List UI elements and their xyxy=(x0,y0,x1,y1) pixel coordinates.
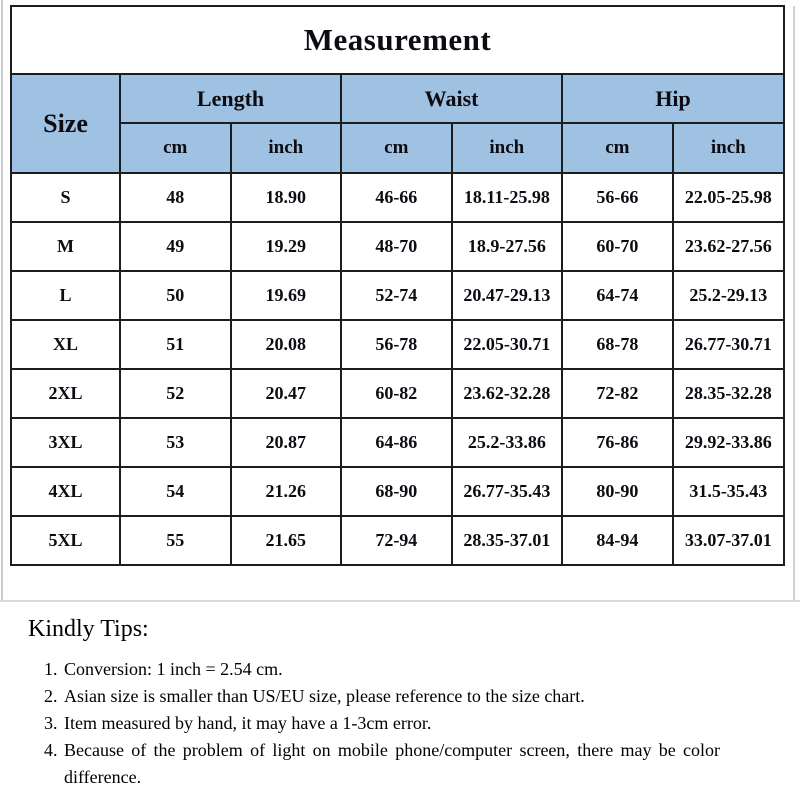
value-cell: 19.69 xyxy=(231,271,342,320)
value-cell: 60-82 xyxy=(341,369,452,418)
value-cell: 18.90 xyxy=(231,173,342,222)
value-cell: 25.2-29.13 xyxy=(673,271,784,320)
value-cell: 53 xyxy=(120,418,231,467)
value-cell: 48 xyxy=(120,173,231,222)
value-cell: 21.65 xyxy=(231,516,342,565)
value-cell: 84-94 xyxy=(562,516,673,565)
size-cell: 3XL xyxy=(11,418,120,467)
measurement-size-chart-table xyxy=(10,5,785,566)
value-cell: 52 xyxy=(120,369,231,418)
value-cell: 20.87 xyxy=(231,418,342,467)
column-header-waist: Waist xyxy=(341,74,562,123)
value-cell: 19.29 xyxy=(231,222,342,271)
unit-header-length-cm: cm xyxy=(120,123,231,173)
value-cell: 31.5-35.43 xyxy=(673,467,784,516)
tips-list xyxy=(28,656,720,791)
value-cell: 29.92-33.86 xyxy=(673,418,784,467)
size-cell: 4XL xyxy=(11,467,120,516)
table-row xyxy=(11,418,784,467)
value-cell: 56-66 xyxy=(562,173,673,222)
unit-header-hip-inch: inch xyxy=(673,123,784,173)
chart-title: Measurement xyxy=(11,6,784,74)
value-cell: 50 xyxy=(120,271,231,320)
table-row xyxy=(11,222,784,271)
value-cell: 64-74 xyxy=(562,271,673,320)
value-cell: 28.35-37.01 xyxy=(452,516,563,565)
table-row xyxy=(11,516,784,565)
header-unit-row xyxy=(11,123,784,173)
value-cell: 26.77-35.43 xyxy=(452,467,563,516)
value-cell: 76-86 xyxy=(562,418,673,467)
size-cell: L xyxy=(11,271,120,320)
table-row xyxy=(11,173,784,222)
value-cell: 51 xyxy=(120,320,231,369)
tips-heading: Kindly Tips: xyxy=(28,616,149,642)
value-cell: 23.62-27.56 xyxy=(673,222,784,271)
value-cell: 20.08 xyxy=(231,320,342,369)
size-cell: S xyxy=(11,173,120,222)
tip-item: 3. Item measured by hand, it may have a 1-3cm error. xyxy=(62,710,720,737)
page-edge-bottom-line xyxy=(0,600,800,602)
value-cell: 22.05-30.71 xyxy=(452,320,563,369)
value-cell: 48-70 xyxy=(341,222,452,271)
tip-item: 2. Asian size is smaller than US/EU size, please reference to the size chart. xyxy=(62,683,720,710)
value-cell: 80-90 xyxy=(562,467,673,516)
size-cell: M xyxy=(11,222,120,271)
unit-header-length-inch: inch xyxy=(231,123,342,173)
table-row xyxy=(11,369,784,418)
table-row xyxy=(11,271,784,320)
value-cell: 72-82 xyxy=(562,369,673,418)
tip-item: 1. Conversion: 1 inch = 2.54 cm. xyxy=(62,656,720,683)
value-cell: 18.9-27.56 xyxy=(452,222,563,271)
kindly-tips-section xyxy=(28,616,720,791)
value-cell: 49 xyxy=(120,222,231,271)
unit-header-waist-inch: inch xyxy=(452,123,563,173)
value-cell: 23.62-32.28 xyxy=(452,369,563,418)
value-cell: 56-78 xyxy=(341,320,452,369)
value-cell: 25.2-33.86 xyxy=(452,418,563,467)
value-cell: 64-86 xyxy=(341,418,452,467)
value-cell: 54 xyxy=(120,467,231,516)
size-cell: XL xyxy=(11,320,120,369)
unit-header-waist-cm: cm xyxy=(341,123,452,173)
tip-item: 4. Because of the problem of light on mobile phone/computer screen, there may be color difference. xyxy=(62,737,720,791)
page-edge-left-line xyxy=(1,0,3,601)
size-cell: 5XL xyxy=(11,516,120,565)
value-cell: 20.47-29.13 xyxy=(452,271,563,320)
column-header-hip: Hip xyxy=(562,74,784,123)
value-cell: 68-78 xyxy=(562,320,673,369)
value-cell: 46-66 xyxy=(341,173,452,222)
value-cell: 26.77-30.71 xyxy=(673,320,784,369)
column-header-length: Length xyxy=(120,74,341,123)
column-header-size: Size xyxy=(11,74,120,173)
value-cell: 33.07-37.01 xyxy=(673,516,784,565)
value-cell: 55 xyxy=(120,516,231,565)
value-cell: 20.47 xyxy=(231,369,342,418)
value-cell: 18.11-25.98 xyxy=(452,173,563,222)
size-cell: 2XL xyxy=(11,369,120,418)
table-row xyxy=(11,467,784,516)
value-cell: 22.05-25.98 xyxy=(673,173,784,222)
value-cell: 72-94 xyxy=(341,516,452,565)
table-row xyxy=(11,320,784,369)
value-cell: 21.26 xyxy=(231,467,342,516)
header-group-row xyxy=(11,74,784,123)
value-cell: 28.35-32.28 xyxy=(673,369,784,418)
value-cell: 68-90 xyxy=(341,467,452,516)
page-edge-right-line xyxy=(793,6,795,602)
value-cell: 60-70 xyxy=(562,222,673,271)
title-row xyxy=(11,6,784,74)
unit-header-hip-cm: cm xyxy=(562,123,673,173)
value-cell: 52-74 xyxy=(341,271,452,320)
